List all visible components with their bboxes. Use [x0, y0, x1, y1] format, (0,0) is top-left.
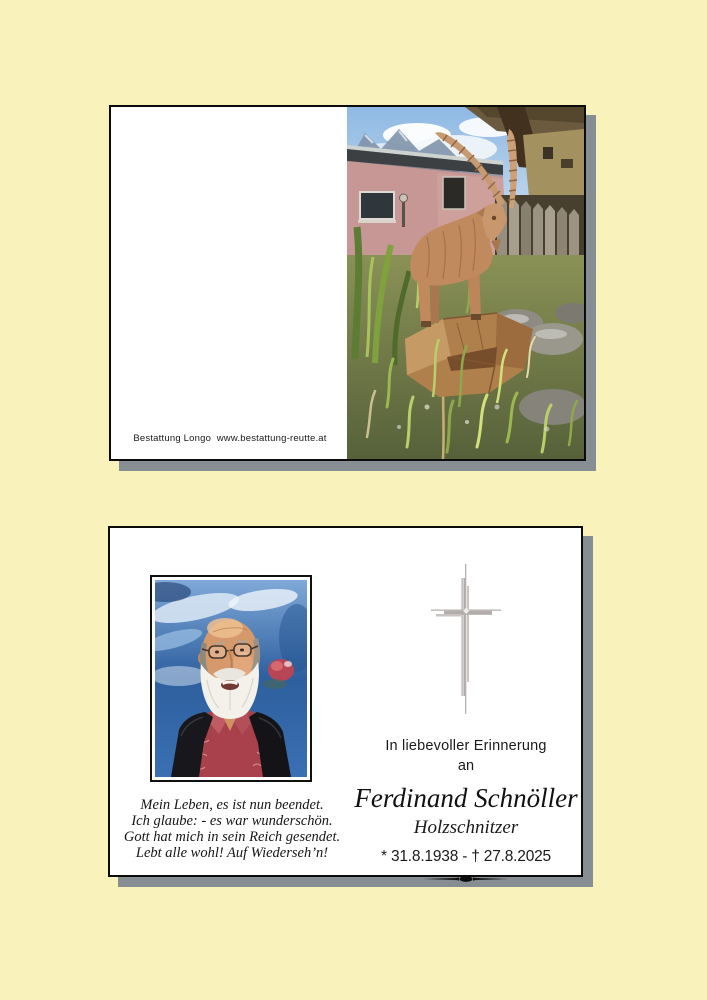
poem-line: Lebt alle wohl! Auf Wiederseh’n!: [135, 845, 329, 861]
poem-line: Gott hat mich in sein Reich gesendet.: [123, 829, 341, 845]
memorial-card-front: [109, 105, 586, 461]
profession: Holzschnitzer: [413, 817, 519, 838]
life-dates: * 31.8.1938 - † 27.8.2025: [381, 848, 551, 865]
remembrance-line: In liebevoller Erinnerung: [385, 738, 547, 754]
front-photo-panel: [347, 107, 584, 459]
divider-ornament: [421, 873, 511, 885]
ibex-photo: [347, 107, 584, 459]
deceased-name: Ferdinand Schnöller: [354, 783, 578, 813]
remembrance-line-an: an: [457, 758, 475, 774]
remembrance-block: [336, 738, 596, 885]
cross-icon: [431, 564, 501, 720]
memorial-card-inside: [108, 526, 583, 877]
portrait-photo: [155, 580, 307, 777]
poem-line: Mein Leben, es ist nun beendet.: [140, 797, 324, 813]
portrait-frame: [150, 575, 312, 782]
poem: [112, 797, 352, 861]
publisher-line: Bestattung Longo www.bestattung-reutte.at: [133, 433, 327, 444]
poem-line: Ich glaube: - es war wunderschön.: [131, 813, 333, 829]
